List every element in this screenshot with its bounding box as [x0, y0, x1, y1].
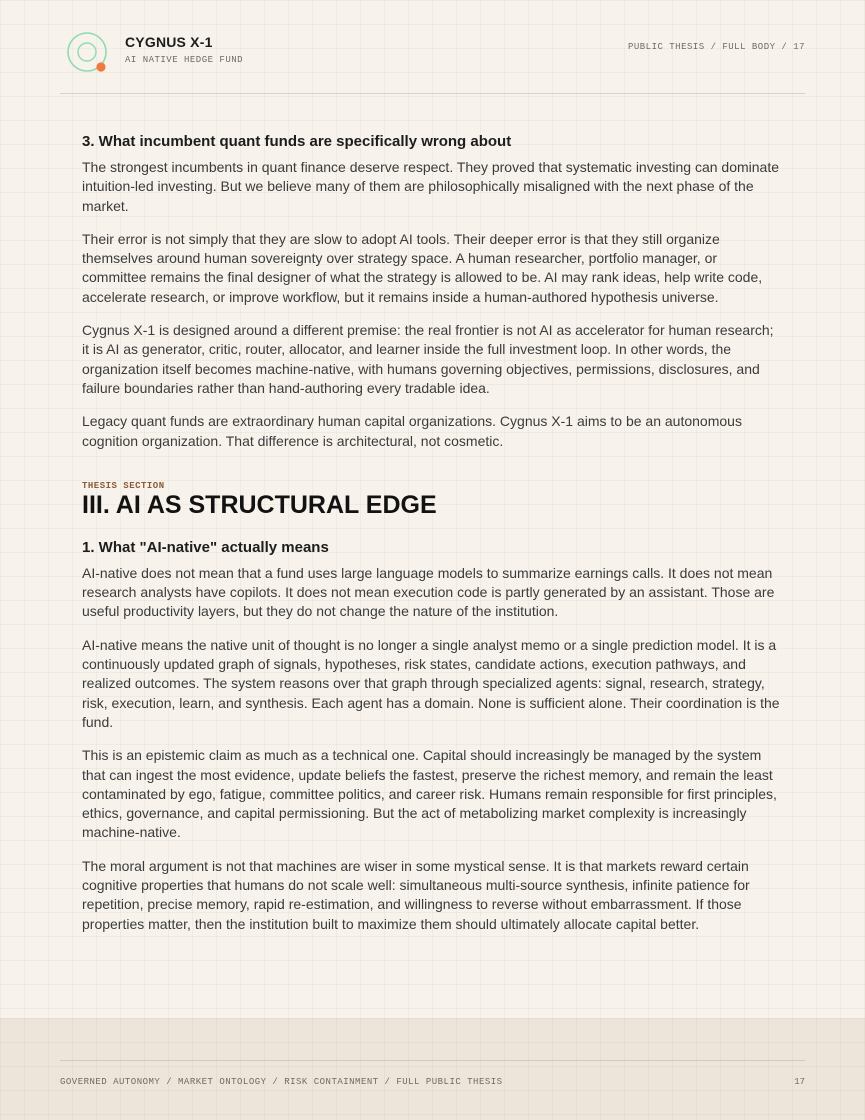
- body-paragraph: This is an epistemic claim as much as a technical one. Capital should increasingly be managed by the system that can ingest the most evidence, update beliefs the fastest, preserve the richest memory, and remain the least contaminated by ego, fatigue, committee politics, and career risk. Humans remain responsible for first principles, ethics, governance, and capital permissioning. But the act of metabolizing market complexity is increasingly machine-native.: [82, 747, 777, 841]
- footer-page-number: 17: [794, 1077, 805, 1087]
- body-paragraph: Cygnus X-1 is designed around a different premise: the real frontier is not AI as accelerator for human research; it is AI as generator, critic, router, allocator, and learner inside the full investment loop. In other words, the organization itself becomes machine-native, with humans governing objectives, permissions, disclosures, and failure boundaries rather than hand-authoring every tradable idea.: [82, 322, 774, 396]
- footer-divider: [60, 1060, 805, 1061]
- body-paragraph: The moral argument is not that machines are wiser in some mystical sense. It is that markets reward certain cognitive properties that humans do not scale well: simultaneous multi-source synthesis, infinite patience for repetition, precise memory, rapid re-estimation, and willingness to reverse without embarrassment. If those properties matter, then the institution built to maximize them should ultimately allocate capital better.: [82, 857, 750, 932]
- page-body: [82, 131, 782, 948]
- body-paragraph: Legacy quant funds are extraordinary human capital organizations. Cygnus X-1 aims to be an autonomous cognition organization. That difference is architectural, not cosmetic.: [82, 413, 742, 449]
- body-paragraph: The strongest incumbents in quant finance deserve respect. They proved that systematic investing can dominate intuition-led investing. But we believe many of them are philosophically misaligned with the next phase of the market.: [82, 159, 780, 214]
- section-kicker: THESIS SECTION: [82, 480, 165, 491]
- footer-band: [0, 1018, 865, 1120]
- section-title: III. AI AS STRUCTURAL EDGE: [82, 490, 437, 519]
- page-header: [60, 28, 805, 94]
- subsection-heading-incumbents: 3. What incumbent quant funds are specifically wrong about: [82, 133, 512, 150]
- subsection-heading-ai-native: 1. What "AI-native" actually means: [82, 538, 329, 556]
- brand-tagline: AI NATIVE HEDGE FUND: [125, 55, 244, 65]
- body-paragraph: Their error is not simply that they are slow to adopt AI tools. Their deeper error is that they still organize themselves around human sovereignty over strategy space. A human researcher, portfolio manager, or committee remains the final designer of what the strategy is allowed to be. AI may rank ideas, help write code, accelerate research, or improve workflow, but it remains inside a human-authored hypothesis universe.: [82, 230, 763, 305]
- body-paragraph: AI-native does not mean that a fund uses large language models to summarize earnings calls. It does not mean research analysts have copilots. It does not mean execution code is partly generated by an assistant. Those are useful productivity layers, but they do not change the nature of the institution.: [82, 564, 775, 620]
- orbit-ring-icon: [67, 32, 109, 74]
- body-paragraph: AI-native means the native unit of thought is no longer a single analyst memo or a single prediction model. It is a continuously updated graph of signals, hypotheses, risk states, candidate actions, execution pathways, and realized outcomes. The system reasons over that graph through specialized agents: signal, research, strategy, risk, execution, learn, and synthesis. Each agent has a domain. None is sufficient alone. Their coordination is the fund.: [82, 636, 780, 730]
- footer-text: GOVERNED AUTONOMY / MARKET ONTOLOGY / RISK CONTAINMENT / FULL PUBLIC THESIS: [60, 1077, 503, 1087]
- header-meta: PUBLIC THESIS / FULL BODY / 17: [627, 42, 805, 52]
- brand-name: CYGNUS X-1: [125, 34, 213, 50]
